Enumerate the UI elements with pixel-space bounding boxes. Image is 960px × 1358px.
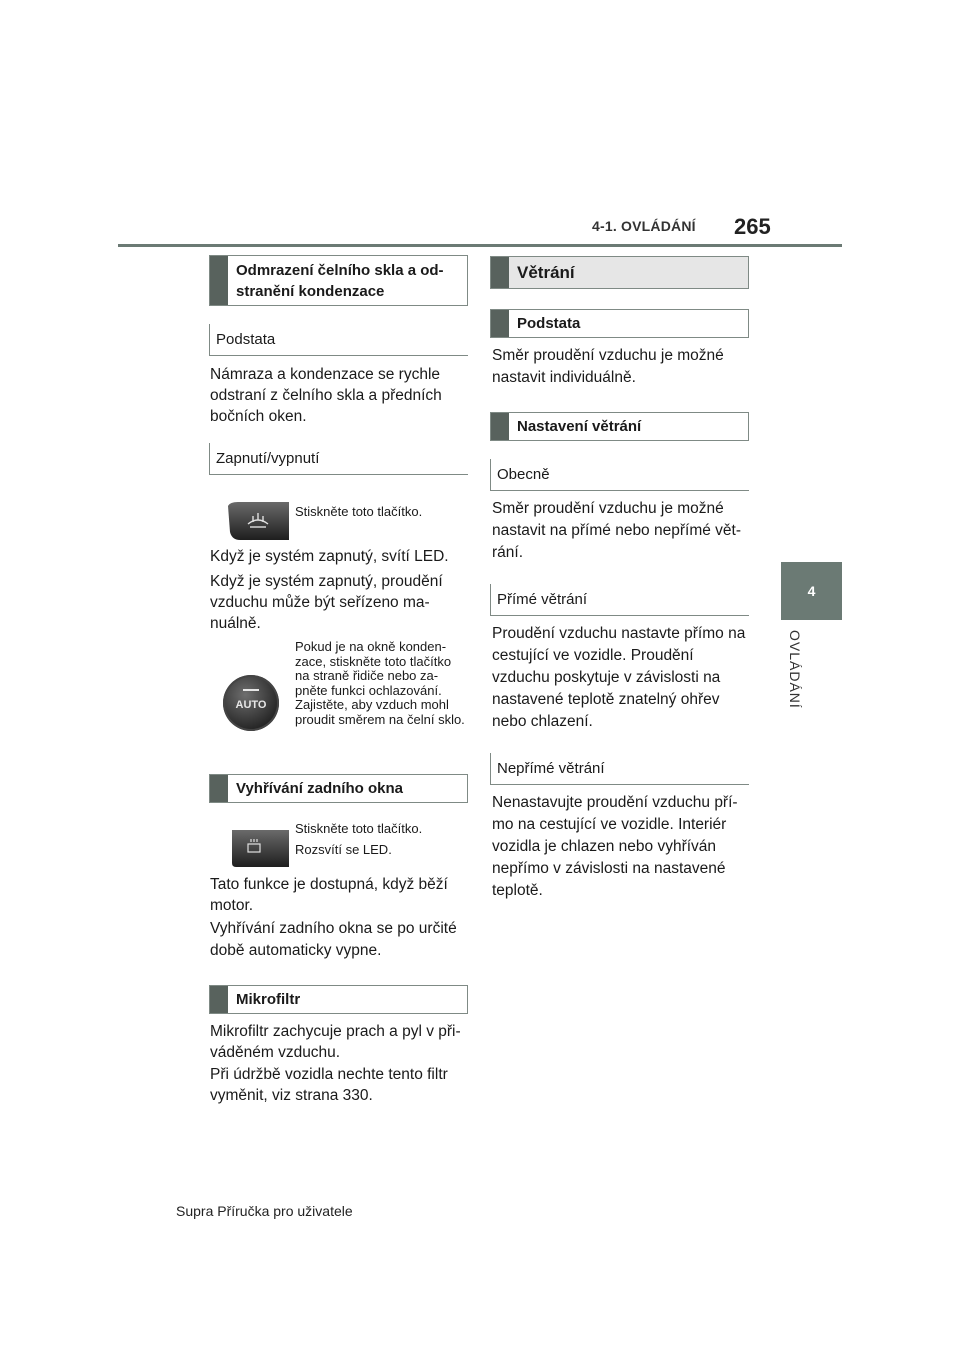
- defrost-sub1-text: Podstata: [216, 331, 276, 348]
- rear-heading-box: [209, 774, 468, 803]
- ventilation-basics-heading: Podstata: [517, 315, 581, 332]
- rear-para1: Tato funkce je dostupná, když běží motor.: [210, 876, 448, 914]
- footer-text: Supra Příručka pro uživatele: [176, 1203, 353, 1219]
- defrost-heading-box: [209, 255, 468, 306]
- defrost-subheading-basics: [209, 324, 468, 356]
- ventilation-heading-box: [490, 256, 749, 289]
- header-rule: [118, 244, 842, 247]
- general-sub-text: Obecně: [497, 466, 550, 483]
- defrost-sub2-text: Zapnutí/vypnutí: [216, 450, 320, 467]
- filter-heading: Mikrofiltr: [236, 991, 301, 1008]
- heading-marker: [491, 413, 509, 440]
- defrost-button-caption: Stiskněte toto tlačítko.: [295, 504, 423, 519]
- ventilation-setting-box: [490, 412, 749, 441]
- auto-button-image: [223, 675, 279, 731]
- heading-marker: [491, 310, 509, 337]
- ventilation-para4: Nenastavujte proudění vzduchu pří-mo na cestující ve vozidle. Interiér vozidla je chlazen nebo vyhříván nepřímo v závislosti na nastavené teplotě.: [492, 794, 738, 899]
- chapter-label: OVLÁDÁNÍ: [787, 630, 803, 709]
- filter-para1: Mikrofiltr zachycuje prach a pyl v při-váděném vzduchu.: [210, 1023, 461, 1061]
- direct-sub-text: Přímé větrání: [497, 591, 588, 608]
- direct-subheading: [490, 584, 749, 616]
- heading-marker: [210, 256, 228, 305]
- ventilation-setting-heading: Nastavení větrání: [517, 418, 642, 435]
- ventilation-basics-box: [490, 309, 749, 338]
- filter-heading-box: [209, 985, 468, 1014]
- ventilation-para2: Směr proudění vzduchu je možné nastavit na přímé nebo nepřímé vět-rání.: [492, 500, 741, 561]
- rear-heading: Vyhřívání zadního okna: [236, 780, 403, 797]
- heading-marker: [210, 775, 228, 802]
- chapter-tab: 4: [781, 562, 842, 620]
- rear-defrost-button-image: [232, 830, 289, 867]
- rear-caption2: Rozsvítí se LED.: [295, 842, 392, 857]
- defrost-para1: Námraza a kondenzace se rychle odstraní z čelního skla a předních bočních oken.: [210, 366, 442, 425]
- general-subheading: [490, 459, 749, 491]
- section-title: 4-1. OVLÁDÁNÍ: [592, 218, 696, 234]
- indirect-sub-text: Nepřímé větrání: [497, 760, 605, 777]
- defrost-para2: Když je systém zapnutý, svítí LED.: [210, 548, 449, 565]
- auto-button-caption: Pokud je na okně konden-zace, stiskněte toto tlačítko na straně řidiče nebo za-pněte funkci ochlazování. Zajistěte, aby vzduch mohl proudit směrem na čelní sklo.: [295, 639, 465, 727]
- heading-marker: [491, 257, 509, 288]
- heading-marker: [210, 986, 228, 1013]
- ventilation-heading: Větrání: [517, 263, 575, 282]
- indirect-subheading: [490, 753, 749, 785]
- ventilation-para1: Směr proudění vzduchu je možné nastavit individuálně.: [492, 347, 724, 386]
- filter-para2: Při údržbě vozidla nechte tento filtr vyměnit, viz strana 330.: [210, 1066, 448, 1104]
- defrost-para3: Když je systém zapnutý, proudění vzduchu může být seřízeno ma-nuálně.: [210, 573, 443, 632]
- auto-label: AUTO: [235, 699, 267, 711]
- page-number: 265: [734, 214, 771, 239]
- rear-para2: Vyhřívání zadního okna se po určité době automaticky vypne.: [210, 920, 457, 959]
- auto-led: [243, 689, 259, 691]
- rear-caption1: Stiskněte toto tlačítko.: [295, 821, 423, 836]
- windshield-defrost-button-image: [226, 502, 289, 540]
- defrost-subheading-onoff: [209, 443, 468, 475]
- ventilation-para3: Proudění vzduchu nastavte přímo na cestující ve vozidle. Proudění vzduchu poskytuje v závislosti na nastavené teplotě znatelný ohřev nebo chlazení.: [492, 625, 746, 730]
- defrost-heading: Odmrazení čelního skla a od-stranění kondenzace: [236, 261, 444, 300]
